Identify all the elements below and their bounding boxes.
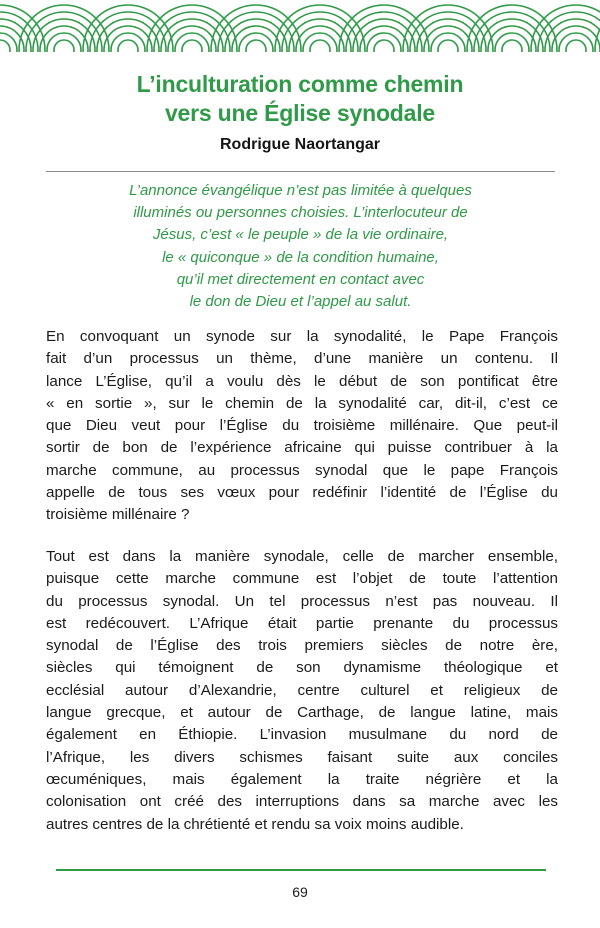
epigraph-line: qu’il met directement en contact avec: [176, 270, 425, 288]
chapter-title-line: vers une Église synodale: [164, 100, 436, 126]
paragraph-line: lance L’Église, qu’il a voulu dès le début de son pontificat être: [46, 372, 558, 390]
body-paragraph-2: [46, 546, 558, 836]
paragraph-line: langue grecque, et autour de Carthage, de langue latine, mais: [46, 704, 558, 722]
chapter-title-line: L’inculturation comme chemin: [136, 71, 464, 97]
paragraph-line: œcuméniques, mais également la traite négrière et la: [46, 770, 558, 788]
paragraph-line: En convoquant un synode sur la synodalité, le Pape François: [46, 328, 558, 345]
paragraph-line: appelle de tous ses vœux pour redéfinir l’identité de l’Église du: [46, 484, 558, 502]
paragraph-line: troisième millénaire ?: [46, 506, 190, 524]
paragraph-line: Tout est dans la manière synodale, celle de marcher ensemble,: [46, 548, 558, 565]
paragraph-line: l’Afrique, les divers schismes faisant suite aux conciles: [46, 748, 558, 766]
paragraph-line: ecclésial autour d’Alexandrie, centre culturel et religieux de: [46, 681, 558, 699]
paragraph-line: est redécouvert. L’Afrique était partie prenante du processus: [46, 614, 558, 632]
paragraph-line: marche commune, au processus synodal que le pape François: [46, 461, 558, 479]
epigraph-line: le don de Dieu et l’appel au salut.: [189, 293, 412, 311]
paragraph-line: fait d’un processus un thème, d’une manière un contenu. Il: [46, 350, 558, 368]
epigraph-line: L’annonce évangélique n’est pas limitée à quelques: [129, 182, 472, 199]
separator-line: [46, 171, 555, 172]
author-name: Rodrigue Naortangar: [219, 136, 380, 153]
paragraph-line: autres centres de la chrétienté et rendu sa voix moins audible.: [46, 815, 464, 833]
paragraph-line: synodal de l’Église des trois premiers siècles de notre ère,: [46, 637, 558, 655]
paragraph-line: que Dieu veut pour l’Église du troisième millénaire. Que peut-il: [46, 417, 558, 435]
paragraph-line: puisque cette marche commune est l’objet de toute l’attention: [46, 570, 558, 588]
paragraph-line: colonisation ont créé des interruptions dans sa marche avec les: [46, 793, 558, 811]
paragraph-line: du processus synodal. Un tel processus n’est pas nouveau. Il: [46, 592, 558, 610]
epigraph-line: illuminés ou personnes choisies. L’interlocuteur de: [133, 204, 468, 222]
chapter-title: [0, 70, 600, 128]
paragraph-line: également en Éthiopie. L’invasion musulmane du nord de: [46, 726, 558, 744]
footer-rule: [56, 869, 546, 871]
paragraph-line: « en sortie », sur le chemin de la synodalité car, dit-il, c’est ce: [46, 394, 558, 412]
epigraph-line: le « quiconque » de la condition humaine,: [162, 248, 439, 266]
paragraph-line: sortir de bon de l’expérience africaine qui puisse contribuer à la: [46, 439, 558, 457]
paragraph-line: siècles qui témoignent de son dynamisme théologique et: [46, 659, 558, 677]
epigraph-line: Jésus, c’est « le peuple » de la vie ordinaire,: [152, 226, 449, 244]
epigraph: [46, 180, 555, 313]
body-paragraph-1: [46, 326, 558, 527]
page-number: 69: [292, 884, 308, 900]
concentric-arcs-pattern-icon: [0, 0, 600, 52]
